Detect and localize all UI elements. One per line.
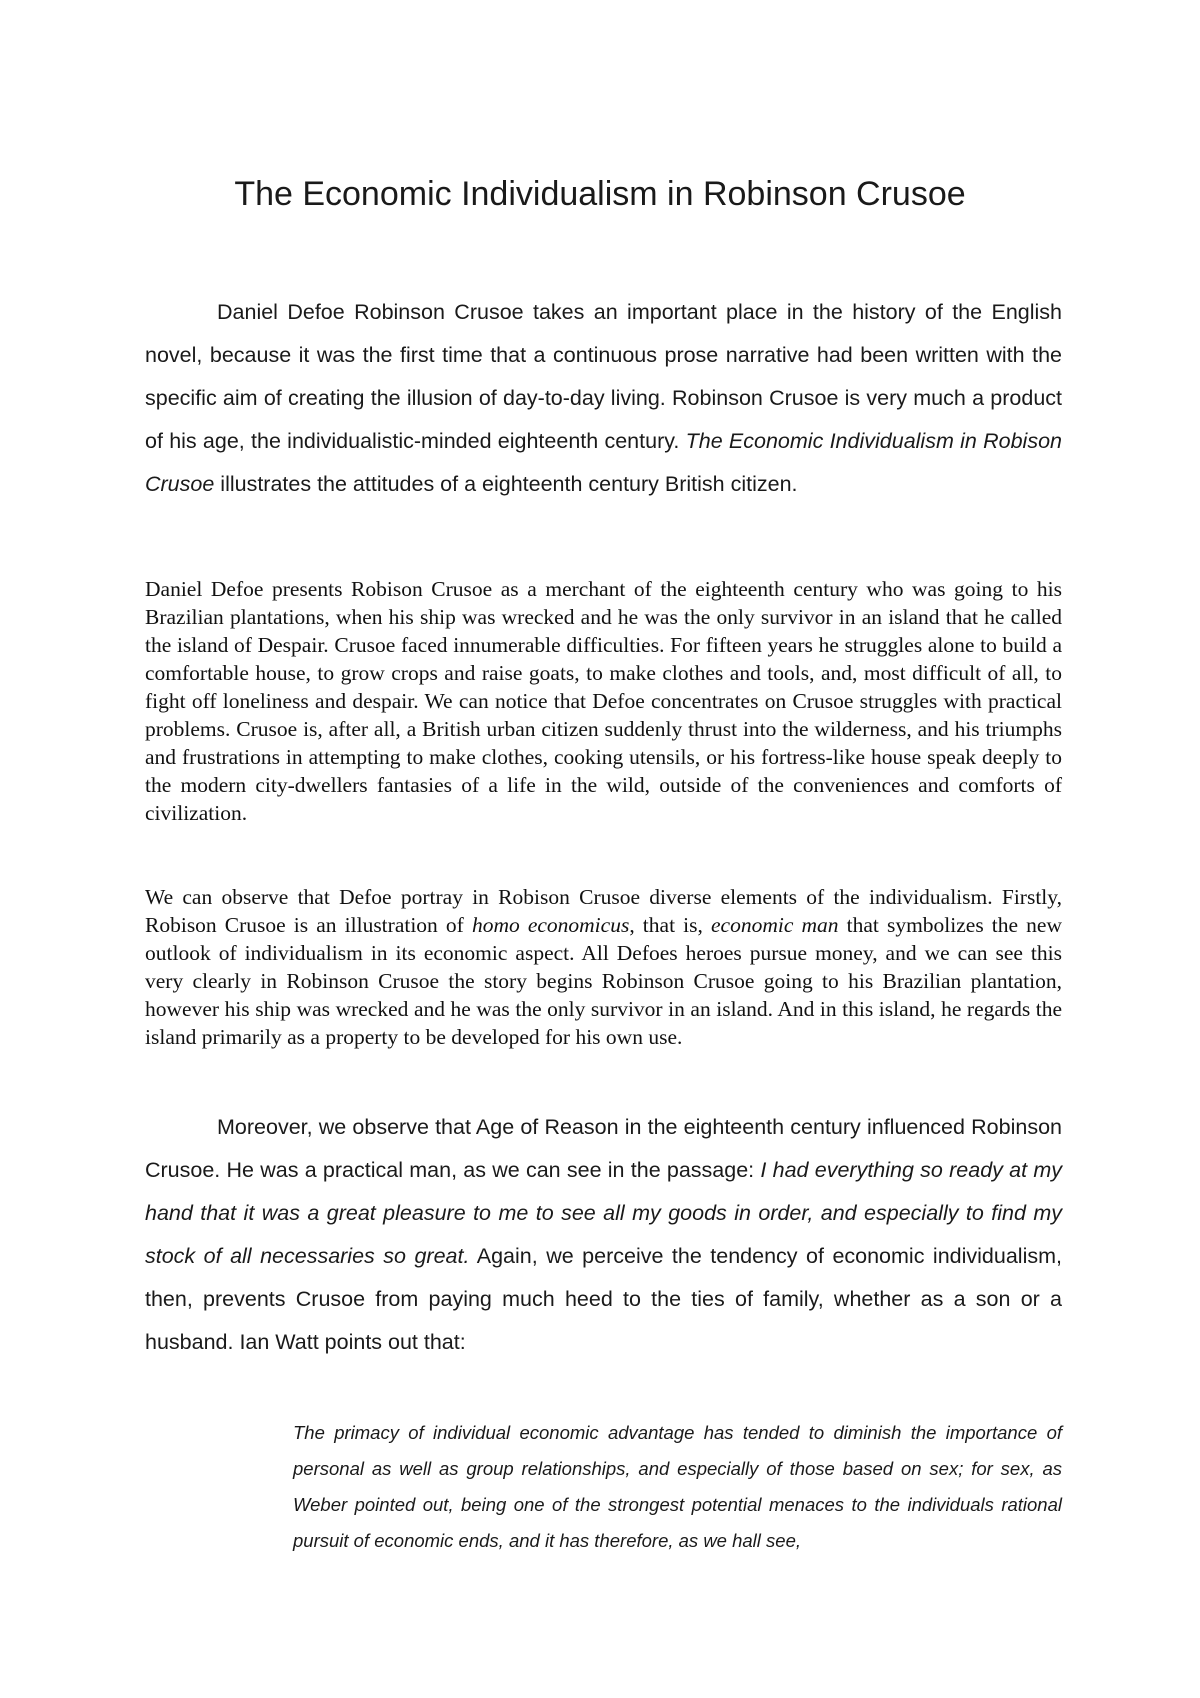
paragraph-intro-italic: The Economic Individualism in Robison Crusoe	[145, 429, 1062, 496]
document-title: The Economic Individualism in Robinson Crusoe	[234, 175, 966, 213]
paragraph-merchant: Daniel Defoe presents Robison Crusoe as a merchant of the eighteenth century who was going to his Brazilian plantations, when his ship was wrecked and he was the only survivor in an island that he called the island of Despair. Crusoe faced innumerable difficulties. For fifteen years he struggles alone to build a comfortable house, to grow crops and raise goats, to make clothes and tools, and, most difficult of all, to fight off loneliness and despair. We can notice that Defoe concentrates on Crusoe struggles with practical problems. Crusoe is, after all, a British urban citizen suddenly thrust into the wilderness, and his triumphs and frustrations in attempting to make clothes, cooking utensils, or his fortress-like house speak deeply to the modern city-dwellers fantasies of a life in the wild, outside of the conveniences and comforts of civilization.	[145, 577, 1062, 825]
block-quote-ian-watt: The primacy of individual economic advantage has tended to diminish the importance of personal as well as group relationships, and especially of those based on sex; for sex, as Weber pointed out, being one of the strongest potential menaces to the individuals rational pursuit of economic ends, and it has therefore, as we hall see,	[293, 1422, 1062, 1551]
paragraph-age-of-reason-text: Moreover, we observe that Age of Reason in the eighteenth century influenced Robinson Crusoe. He was a practical man, as we can see in the passage:	[145, 1115, 1062, 1182]
paragraph-intro-text-end: illustrates the attitudes of a eighteenth century British citizen.	[214, 472, 798, 496]
paragraph-individualism-text-3: that symbolizes the new outlook of individualism in its economic aspect. All Defoes heroes pursue money, and we can see this very clearly in Robinson Crusoe the story begins Robinson Crusoe going to his Brazilian plantation, however his ship was wrecked and he was the only survivor in an island. And in this island, he regards the island primarily as a property to be developed for his own use.	[145, 913, 1062, 1049]
economic-man-italic: economic man	[710, 913, 839, 937]
paragraph-intro-text: Daniel Defoe Robinson Crusoe takes an important place in the history of the English novel, because it was the first time that a continuous prose narrative had been written with the specific aim of creating the illusion of day-to-day living. Robinson Crusoe is very much a product of his age, the individualistic-minded eighteenth century.	[145, 300, 1062, 453]
paragraph-individualism-text-2: , that is,	[629, 913, 711, 937]
paragraph-individualism	[145, 883, 1062, 1051]
paragraph-individualism-text: We can observe that Defoe portray in Robison Crusoe diverse elements of the individualism. Firstly, Robison Crusoe is an illustration of	[145, 885, 1062, 937]
homo-economicus-italic: homo economicus	[471, 913, 630, 937]
paragraph-age-of-reason-text-end: Again, we perceive the tendency of economic individualism, then, prevents Crusoe from paying much heed to the ties of family, whether as a son or a husband. Ian Watt points out that:	[145, 1244, 1062, 1354]
paragraph-intro	[145, 291, 1062, 506]
paragraph-age-of-reason	[145, 1106, 1062, 1364]
crusoe-quote-italic: I had everything so ready at my hand that it was a great pleasure to me to see all my goods in order, and especially to find my stock of all necessaries so great.	[145, 1158, 1062, 1268]
